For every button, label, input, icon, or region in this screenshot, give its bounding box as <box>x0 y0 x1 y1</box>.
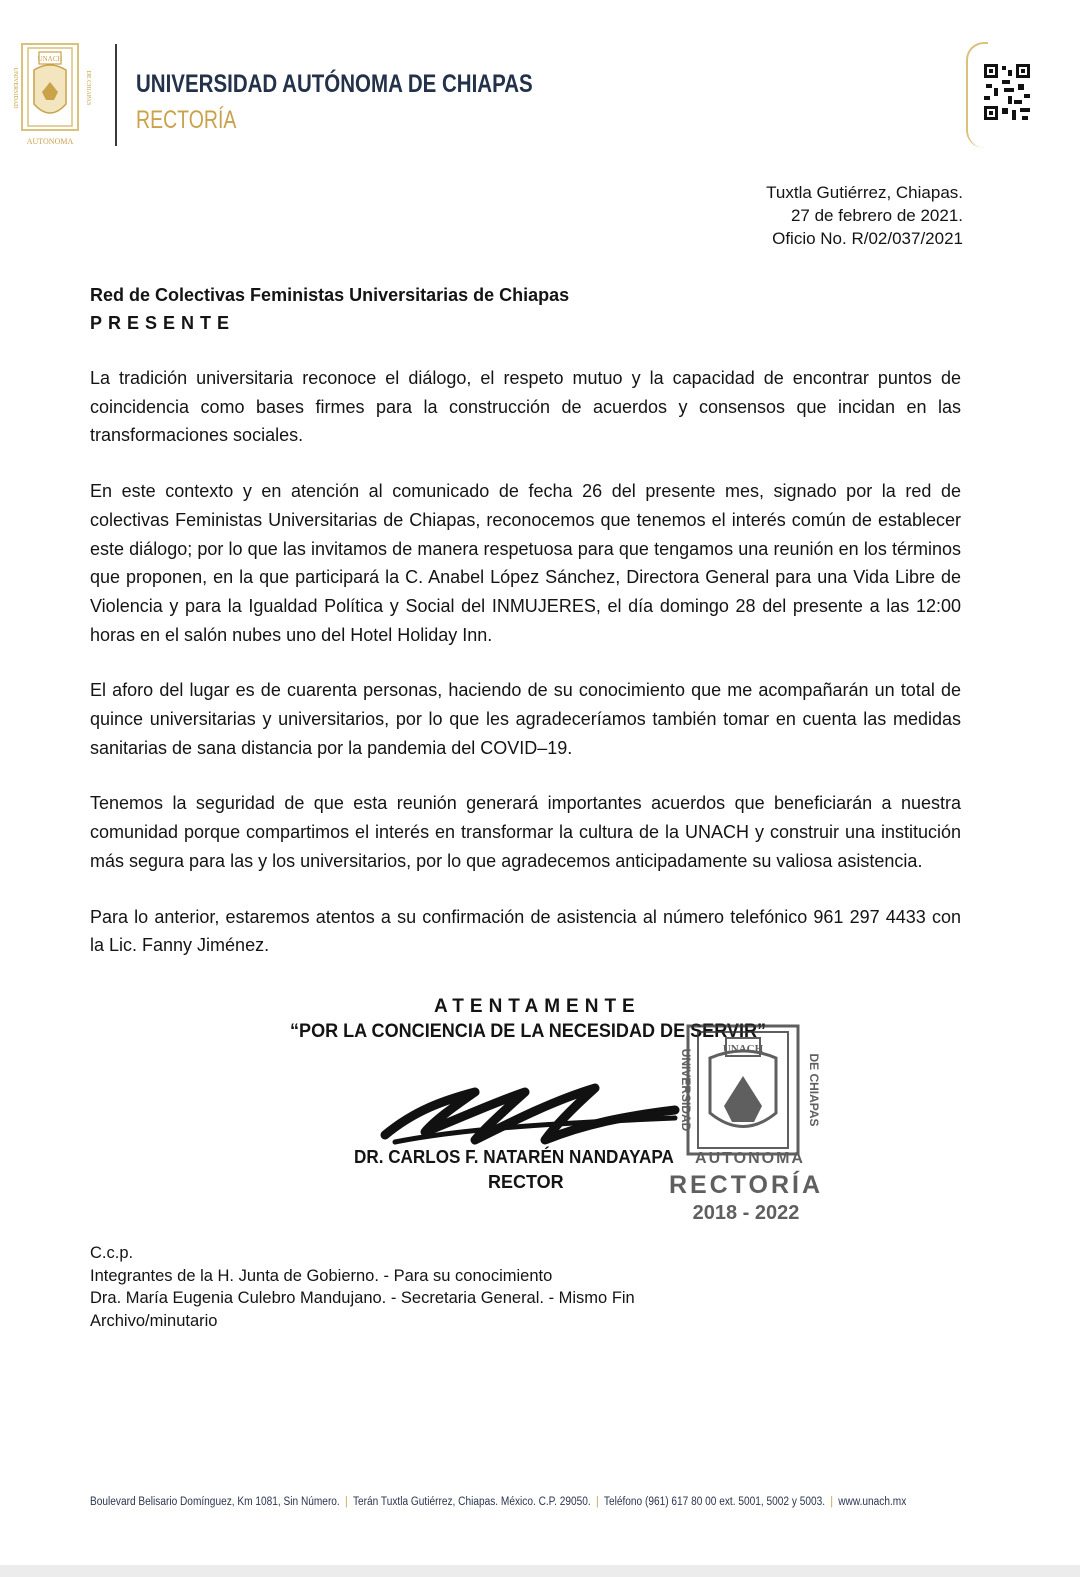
svg-text:AUTONOMA: AUTONOMA <box>26 137 74 146</box>
footer-address: Boulevard Belisario Domínguez, Km 1081, Sin Número. <box>90 1496 340 1508</box>
ccp-line: Dra. María Eugenia Culebro Mandujano. - Secretaria General. - Mismo Fin <box>90 1289 635 1307</box>
paragraph-2: En este contexto y en atención al comunicado de fecha 26 del presente mes, signado por la red de colectivas Feministas Universitarias de Chiapas, reconocemos que tenemos el interés común de establecer este diálogo; por lo que las invitamos de manera respetuosa para que tengamos una reunión en los términos que proponen, en la que participará la C. Anabel López Sánchez, Directora General para una Vida Libre de Violencia y para la Igualdad Política y Social del INMUJERES, el día domingo 28 del presente a las 12:00 horas en el salón nubes uno del Hotel Holiday Inn. <box>90 481 961 645</box>
svg-text:UNIVERSIDAD: UNIVERSIDAD <box>12 67 18 109</box>
unach-logo-icon <box>6 42 94 148</box>
ccp-label: C.c.p. <box>90 1244 134 1262</box>
footer-separator: | <box>595 1496 599 1508</box>
oficio-number: Oficio No. R/02/037/2021 <box>772 229 963 248</box>
svg-text:DE CHIAPAS: DE CHIAPAS <box>807 1053 821 1127</box>
recipient-block <box>90 281 569 337</box>
letter-body <box>90 364 961 987</box>
paragraph-3: El aforo del lugar es de cuarenta personas, haciendo de su conocimiento que me acompañarán un total de quince universitarias y universitarios, por lo que les agradeceríamos también tomar en cuenta las medidas sanitarias de sana distancia por la pandemia del COVID–19. <box>90 680 961 758</box>
date-block <box>766 181 963 250</box>
presente-label: PRESENTE <box>90 313 236 333</box>
svg-text:UNACH: UNACH <box>37 55 63 63</box>
signer-name: DR. CARLOS F. NATARÉN NANDAYAPA <box>354 1147 674 1167</box>
svg-text:UNACH: UNACH <box>722 1043 764 1055</box>
paragraph-5: Para lo anterior, estaremos atentos a su confirmación de asistencia al número telefónico 961 297 4433 con la Lic. Fanny Jiménez. <box>90 906 961 956</box>
university-name: UNIVERSIDAD AUTÓNOMA DE CHIAPAS <box>136 70 533 98</box>
date-text: 27 de febrero de 2021. <box>790 206 963 225</box>
svg-text:UNIVERSIDAD: UNIVERSIDAD <box>679 1048 693 1132</box>
place-text: Tuxtla Gutiérrez, Chiapas. <box>766 183 963 202</box>
recipient-name: Red de Colectivas Feministas Universitarias de Chiapas <box>90 285 570 305</box>
qr-code-icon <box>984 64 1030 120</box>
footer-separator: | <box>830 1496 833 1508</box>
university-motto: “POR LA CONCIENCIA DE LA NECESIDAD DE SERVIR” <box>290 1021 767 1042</box>
office-name: RECTORÍA <box>136 106 237 134</box>
paragraph-1: La tradición universitaria reconoce el diálogo, el respeto mutuo y la capacidad de encontrar puntos de coincidencia como bases firmes para la construcción de acuerdos y consensos que incidan en las transformaciones sociales. <box>90 368 961 446</box>
ccp-line: Integrantes de la H. Junta de Gobierno. - Para su conocimiento <box>90 1266 553 1285</box>
svg-text:2018 - 2022: 2018 - 2022 <box>692 1202 800 1223</box>
svg-text:RECTORÍA: RECTORÍA <box>668 1171 824 1199</box>
svg-text:DE CHIAPAS: DE CHIAPAS <box>85 70 91 106</box>
ccp-line: Archivo/minutario <box>90 1311 218 1330</box>
paragraph-4: Tenemos la seguridad de que esta reunión generará importantes acuerdos que beneficiarán a nuestra comunidad porque compartimos el interés en transformar la cultura de la UNACH y construir una institución más segura para las y los universitarios, por lo que agradecemos anticipadamente su valiosa asistencia. <box>90 793 961 871</box>
header-divider <box>115 44 117 146</box>
footer <box>90 1496 906 1508</box>
signer-role: RECTOR <box>488 1172 564 1192</box>
ccp-block <box>90 1242 635 1332</box>
footer-city: Terán Tuxtla Gutiérrez, Chiapas. México. C.P. 29050. <box>352 1496 591 1508</box>
svg-text:AUTONOMA: AUTONOMA <box>695 1150 805 1167</box>
signature-mark <box>375 1080 695 1155</box>
footer-phone: Teléfono (961) 617 80 00 ext. 5001, 5002 y 5003. <box>603 1496 826 1508</box>
closing-atentamente: ATENTAMENTE <box>434 996 641 1017</box>
bottom-strip <box>0 1565 1080 1577</box>
footer-separator: | <box>345 1496 348 1508</box>
footer-website-link[interactable]: www.unach.mx <box>838 1496 907 1508</box>
